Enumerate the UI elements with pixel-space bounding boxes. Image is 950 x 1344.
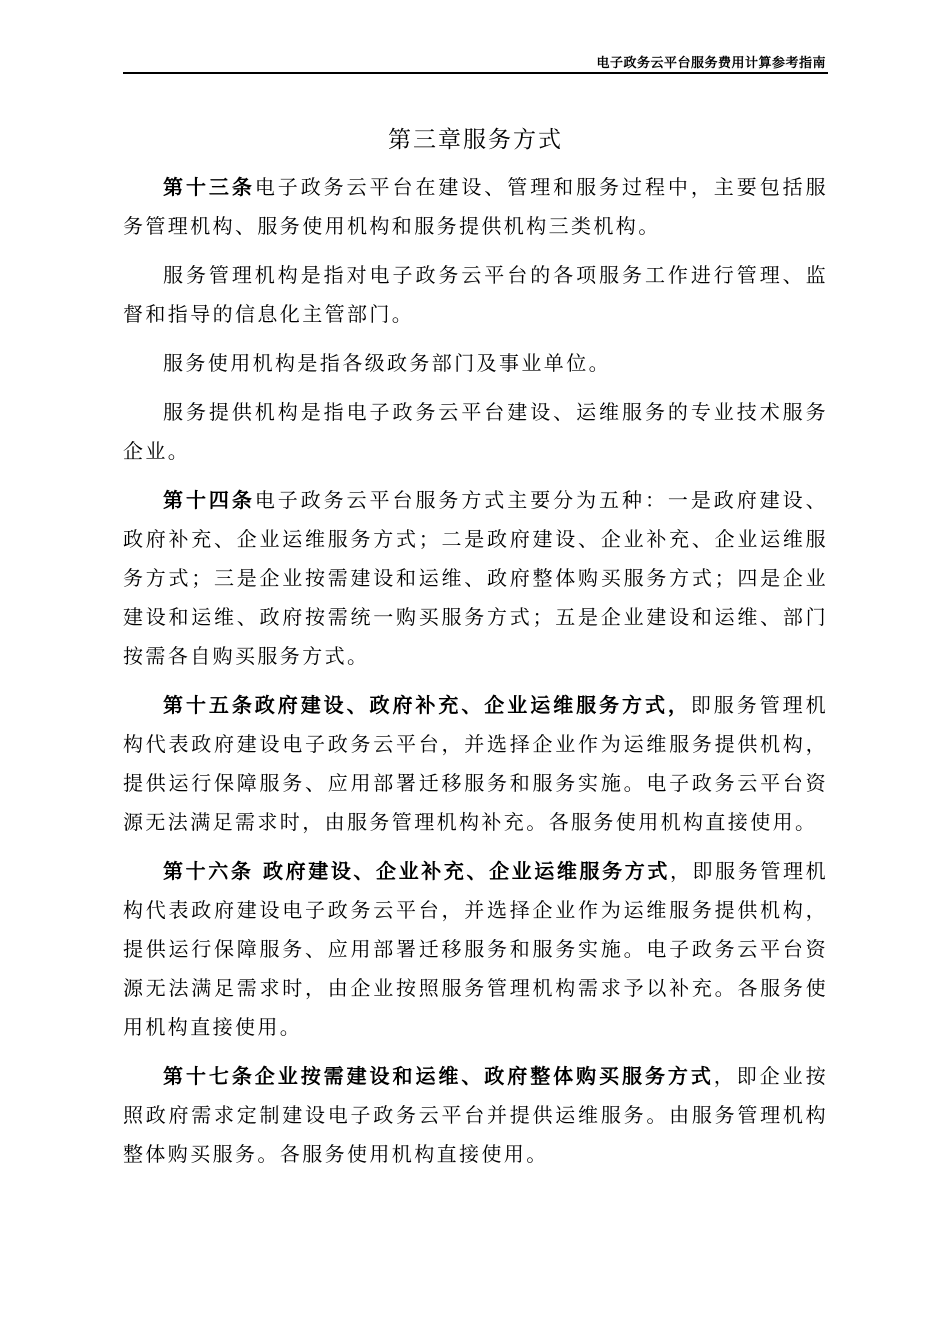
paragraph-article-16 <box>123 852 828 1047</box>
paragraph-article-15 <box>123 686 828 842</box>
paragraph-management-org <box>123 256 828 334</box>
paragraph-provider-org <box>123 393 828 471</box>
management-org-text: 服务管理机构是指对电子政务云平台的各项服务工作进行管理、监督和指导的信息化主管部门。 <box>123 263 828 326</box>
article-13-text: 电子政务云平台在建设、管理和服务过程中，主要包括服务管理机构、服务使用机构和服务提供机构三类机构。 <box>123 175 829 238</box>
paragraph-article-13 <box>123 168 828 246</box>
article-16-text: ，即服务管理机构代表政府建设电子政务云平台，并选择企业作为运维服务提供机构，提供运行保障服务、应用部署迁移服务和服务实施。电子政务云平台资源无法满足需求时，由企业按照服务管理机构需求予以补充。各服务使用机构直接使用。 <box>123 859 828 1039</box>
article-17-text: ，即企业按照政府需求定制建设电子政务云平台并提供运维服务。由服务管理机构整体购买服务。各服务使用机构直接使用。 <box>123 1064 828 1166</box>
provider-org-text: 服务提供机构是指电子政务云平台建设、运维服务的专业技术服务企业。 <box>123 400 828 463</box>
paragraph-article-14 <box>123 481 828 676</box>
article-16-lead: 第十六条 政府建设、企业补充、企业运维服务方式 <box>163 859 670 883</box>
article-15-text: 即服务管理机构代表政府建设电子政务云平台，并选择企业作为运维服务提供机构，提供运行保障服务、应用部署迁移服务和服务实施。电子政务云平台资源无法满足需求时，由服务管理机构补充。各服务使用机构直接使用。 <box>123 693 828 834</box>
document-body <box>123 168 828 1184</box>
user-org-text: 服务使用机构是指各级政务部门及事业单位。 <box>163 351 611 375</box>
paragraph-article-17 <box>123 1057 828 1174</box>
running-header: 电子政务云平台服务费用计算参考指南 <box>596 56 826 71</box>
header-divider <box>123 72 828 74</box>
article-17-lead: 第十七条企业按需建设和运维、政府整体购买服务方式 <box>163 1064 714 1088</box>
paragraph-user-org <box>123 344 828 383</box>
article-14-lead: 第十四条 <box>163 488 255 512</box>
article-14-text: 电子政务云平台服务方式主要分为五种：一是政府建设、政府补充、企业运维服务方式；二是政府建设、企业补充、企业运维服务方式；三是企业按需建设和运维、政府整体购买服务方式；四是企业建设和运维、政府按需统一购买服务方式；五是企业建设和运维、部门按需各自购买服务方式。 <box>123 488 829 668</box>
article-13-lead: 第十三条 <box>163 175 255 199</box>
article-15-lead: 第十五条政府建设、政府补充、企业运维服务方式， <box>163 693 691 717</box>
chapter-title: 第三章服务方式 <box>388 127 563 153</box>
